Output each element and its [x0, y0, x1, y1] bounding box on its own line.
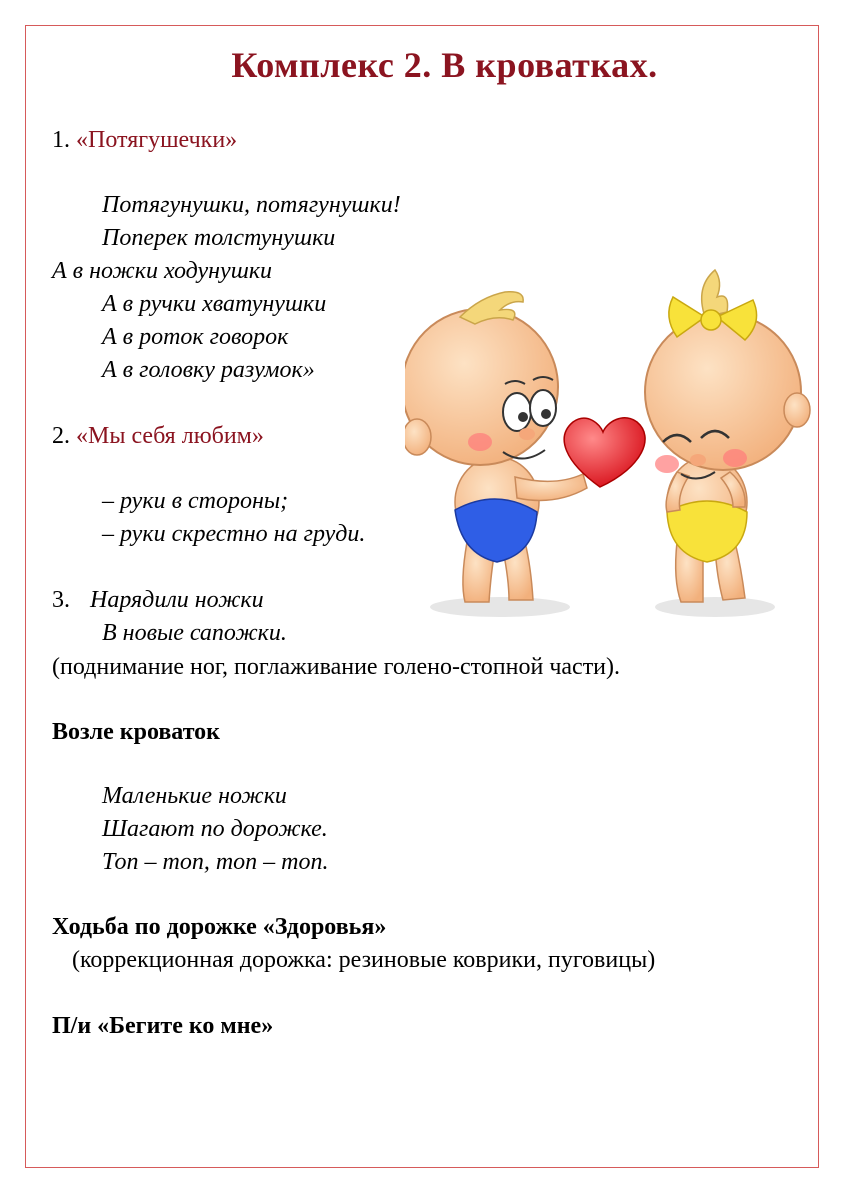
- verse-line: Маленькие ножки: [102, 783, 287, 809]
- section-1-heading: [52, 127, 237, 154]
- exercise-item: – руки в стороны;: [102, 488, 289, 514]
- exercise-item: – руки скрестно на груди.: [102, 521, 366, 547]
- verse-line: Топ – топ, топ – топ.: [102, 849, 329, 875]
- section-1-number: 1.: [52, 127, 70, 153]
- verse-line: Шагают по дорожке.: [102, 816, 328, 842]
- verse-line: А в ножки ходунушки: [52, 258, 273, 284]
- boy-figure: [405, 292, 587, 617]
- section-1-name: «Потягушечки»: [76, 127, 238, 153]
- verse-line: А в роток говорок: [102, 324, 289, 350]
- health-path-heading: Ходьба по дорожке «Здоровья»: [52, 914, 387, 940]
- health-path-note: (коррекционная дорожка: резиновые коврики, пуговицы): [72, 947, 656, 973]
- near-beds-heading: Возле кроваток: [52, 719, 220, 745]
- babies-with-heart-illustration: [405, 262, 815, 622]
- verse-line: Поперек толстунушки: [102, 225, 336, 251]
- section-3-number: 3.: [52, 587, 70, 613]
- verse-line: Потягунушки, потягунушки!: [102, 192, 401, 218]
- verse-line: В новые сапожки.: [102, 620, 287, 646]
- section-3-heading: [52, 587, 264, 614]
- section-2-heading: [52, 423, 264, 450]
- verse-line: Нарядили ножки: [90, 587, 264, 613]
- section-2-number: 2.: [52, 423, 70, 449]
- verse-line: А в головку разумок»: [102, 357, 315, 383]
- section-3-note: (поднимание ног, поглаживание голено-стопной части).: [52, 654, 621, 680]
- girl-figure: [645, 270, 810, 617]
- game-heading: П/и «Бегите ко мне»: [52, 1013, 274, 1039]
- verse-line: А в ручки хватунушки: [102, 291, 327, 317]
- page-title: Комплекс 2. В кроватках.: [231, 45, 658, 85]
- section-2-name: «Мы себя любим»: [76, 423, 264, 449]
